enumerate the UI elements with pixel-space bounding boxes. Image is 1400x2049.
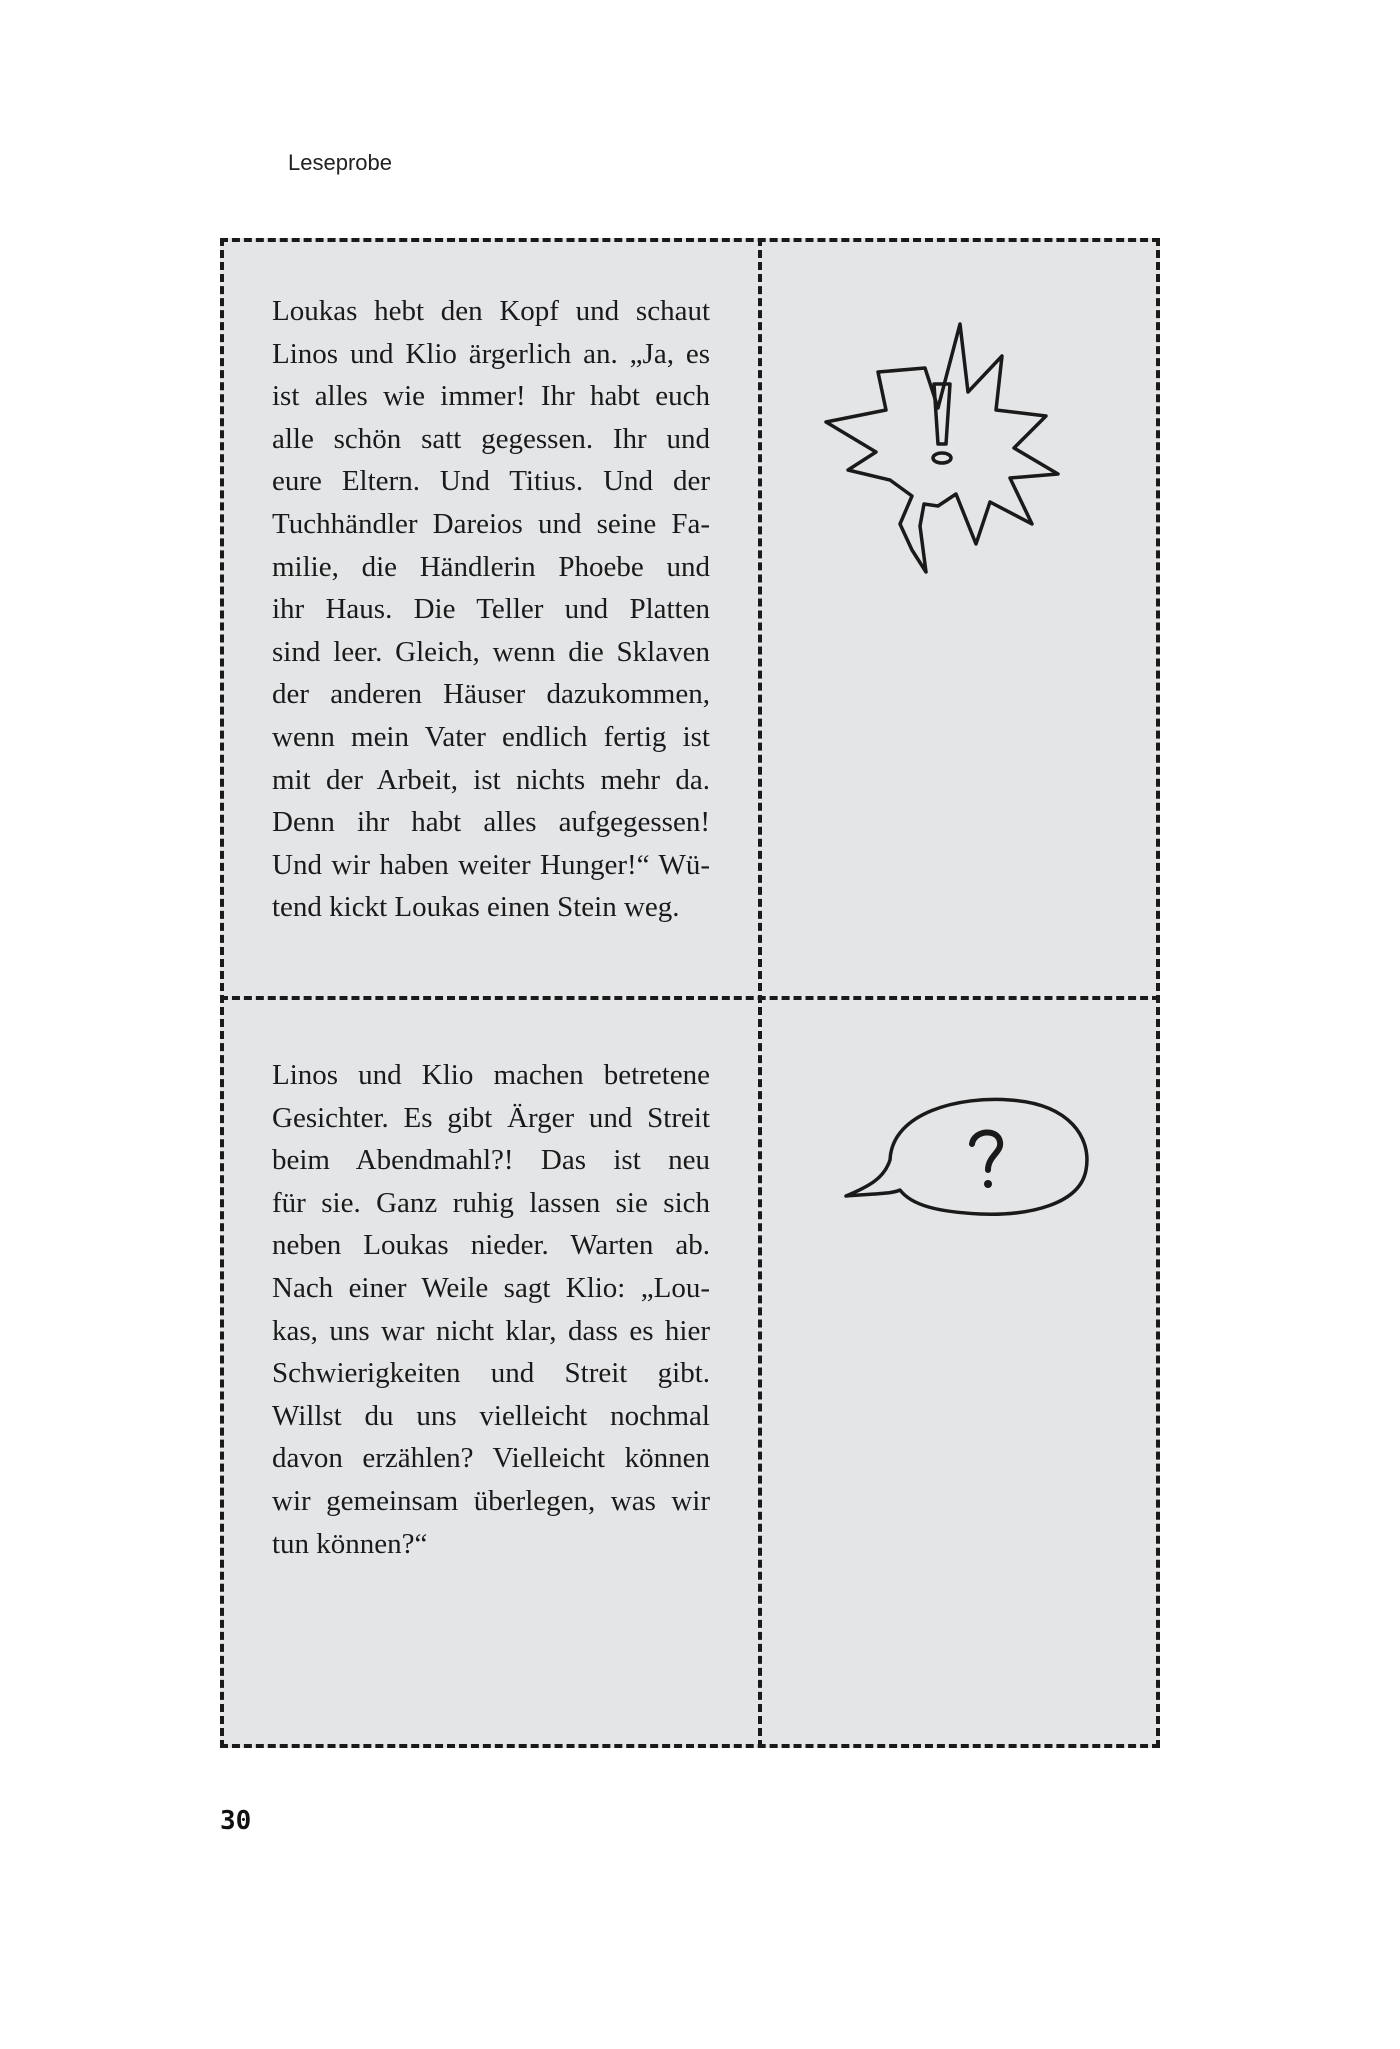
grid-border-top xyxy=(220,238,1160,242)
text-line: Und wir haben weiter Hunger!“ Wü- xyxy=(272,848,710,881)
text-line: davon erzählen? Vielleicht können xyxy=(272,1442,710,1475)
text-line: tun können?“ xyxy=(272,1527,428,1560)
panel-1-text xyxy=(272,290,710,929)
text-line: alle schön satt gegessen. Ihr und xyxy=(272,422,710,455)
grid-divider-vertical xyxy=(758,238,762,1748)
text-line: neben Loukas nieder. Warten ab. xyxy=(272,1229,710,1262)
text-line: der anderen Häuser dazukommen, xyxy=(272,678,710,711)
text-line: Nach einer Weile sagt Klio: „Lou- xyxy=(272,1271,710,1304)
grid-border-right xyxy=(1156,238,1160,1748)
text-line: Gesichter. Es gibt Ärger und Streit xyxy=(272,1101,710,1134)
text-line: tend kickt Loukas einen Stein weg. xyxy=(272,891,680,924)
text-line: beim Abendmahl?! Das ist neu xyxy=(272,1144,710,1177)
text-line: sind leer. Gleich, wenn die Sklaven xyxy=(272,635,710,668)
text-line: Willst du uns vielleicht nochmal xyxy=(272,1399,710,1432)
page-number: 30 xyxy=(220,1806,252,1836)
text-line: Schwierigkeiten und Streit gibt. xyxy=(272,1357,710,1390)
text-line: Tuchhändler Dareios und seine Fa- xyxy=(272,507,710,540)
grid-divider-horizontal xyxy=(220,996,1160,1000)
grid-border-bottom xyxy=(220,1744,1160,1748)
text-line: kas, uns war nicht klar, dass es hier xyxy=(272,1314,710,1347)
text-line: Loukas hebt den Kopf und schaut xyxy=(272,295,710,327)
grid-border-left xyxy=(220,238,224,1748)
text-line: Denn ihr habt alles aufgegessen! xyxy=(272,806,710,839)
text-line: mit der Arbeit, ist nichts mehr da. xyxy=(272,763,710,796)
text-line: Linos und Klio machen betretene xyxy=(272,1059,710,1091)
text-line: wir gemeinsam überlegen, was wir xyxy=(272,1484,710,1517)
text-line: ist alles wie immer! Ihr habt euch xyxy=(272,380,710,413)
text-line: wenn mein Vater endlich fertig ist xyxy=(272,720,710,753)
exclamation-burst-icon xyxy=(820,318,1080,578)
panel-2-text xyxy=(272,1054,710,1565)
text-line: Linos und Klio ärgerlich an. „Ja, es xyxy=(272,337,710,370)
running-header: Leseprobe xyxy=(288,150,392,175)
text-line: milie, die Händlerin Phoebe und xyxy=(272,550,710,583)
text-line: eure Eltern. Und Titius. Und der xyxy=(272,465,710,498)
question-speech-bubble-icon xyxy=(840,1090,1100,1230)
text-line: ihr Haus. Die Teller und Platten xyxy=(272,593,710,626)
text-line: für sie. Ganz ruhig lassen sie sich xyxy=(272,1186,710,1219)
